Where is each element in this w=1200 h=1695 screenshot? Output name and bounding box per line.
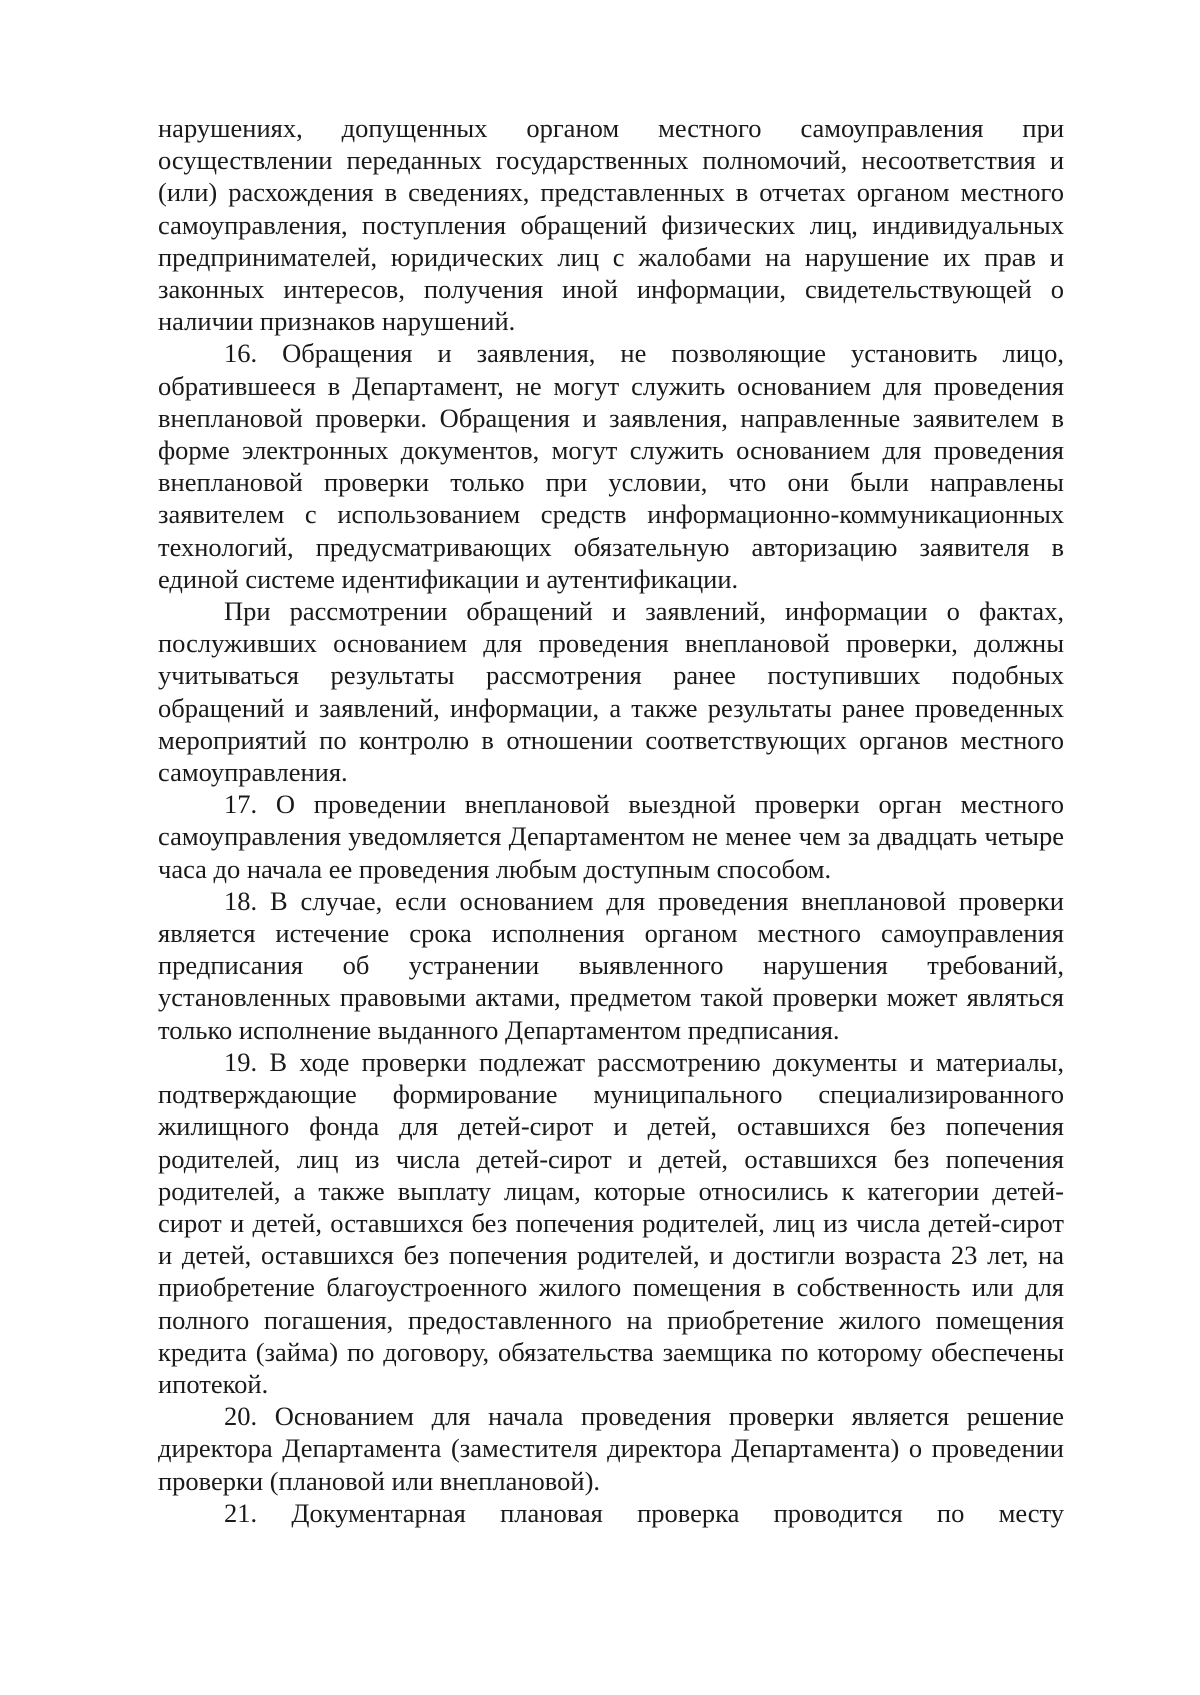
paragraph-18: 18. В случае, если основанием для проведения внеплановой проверки является истечение срока исполнения органом местного самоуправления предписания об устранении выявленного нарушения требований, установленных правовыми актами, предметом такой проверки может являться только исполнение выданного Департаментом предписания. bbox=[158, 885, 1064, 1045]
paragraph-16: 16. Обращения и заявления, не позволяющие установить лицо, обратившееся в Департамент, не могут служить основанием для проведения внеплановой проверки. Обращения и заявления, направленные заявителем в форме электронных документов, могут служить основанием для проведения внеплановой проверки только при условии, что они были направлены заявителем с использованием средств информационно-коммуникационных технологий, предусматривающих обязательную авторизацию заявителя в единой системе идентификации и аутентификации. bbox=[158, 338, 1064, 594]
paragraph-20: 20. Основанием для начала проведения проверки является решение директора Департамента (заместителя директора Департамента) о проведении проверки (плановой или внеплановой). bbox=[158, 1401, 1064, 1496]
paragraph-17: 17. О проведении внеплановой выездной проверки орган местного самоуправления уведомляется Департаментом не менее чем за двадцать четыре часа до начала ее проведения любым доступным способом. bbox=[158, 789, 1064, 884]
paragraph-16-second: При рассмотрении обращений и заявлений, информации о фактах, послуживших основанием для проведения внеплановой проверки, должны учитываться результаты рассмотрения ранее поступивших подобных обращений и заявлений, информации, а также результаты ранее проведенных мероприятий по контролю в отношении соответствующих органов местного самоуправления. bbox=[158, 596, 1064, 788]
paragraph-19: 19. В ходе проверки подлежат рассмотрению документы и материалы, подтверждающие формирование муниципального специализированного жилищного фонда для детей-сирот и детей, оставшихся без попечения родителей, лиц из числа детей-сирот и детей, оставшихся без попечения родителей, а также выплату лицам, которые относились к категории детей-сирот и детей, оставшихся без попечения родителей, лиц из числа детей-сирот и детей, оставшихся без попечения родителей, и достигли возраста 23 лет, на приобретение благоустроенного жилого помещения в собственность или для полного погашения, предоставленного на приобретение жилого помещения кредита (займа) по договору, обязательства заемщика по которому обеспечены ипотекой. bbox=[158, 1046, 1064, 1399]
document-body bbox=[158, 112, 1064, 1529]
paragraph-continuation: нарушениях, допущенных органом местного самоуправления при осуществлении переданных государственных полномочий, несоответствия и (или) расхождения в сведениях, представленных в отчетах органом местного самоуправления, поступления обращений физических лиц, индивидуальных предпринимателей, юридических лиц с жалобами на нарушение их прав и законных интересов, получения иной информации, свидетельствующей о наличии признаков нарушений. bbox=[158, 113, 1064, 337]
paragraph-21: 21. Документарная плановая проверка проводится по месту bbox=[224, 1497, 1064, 1528]
